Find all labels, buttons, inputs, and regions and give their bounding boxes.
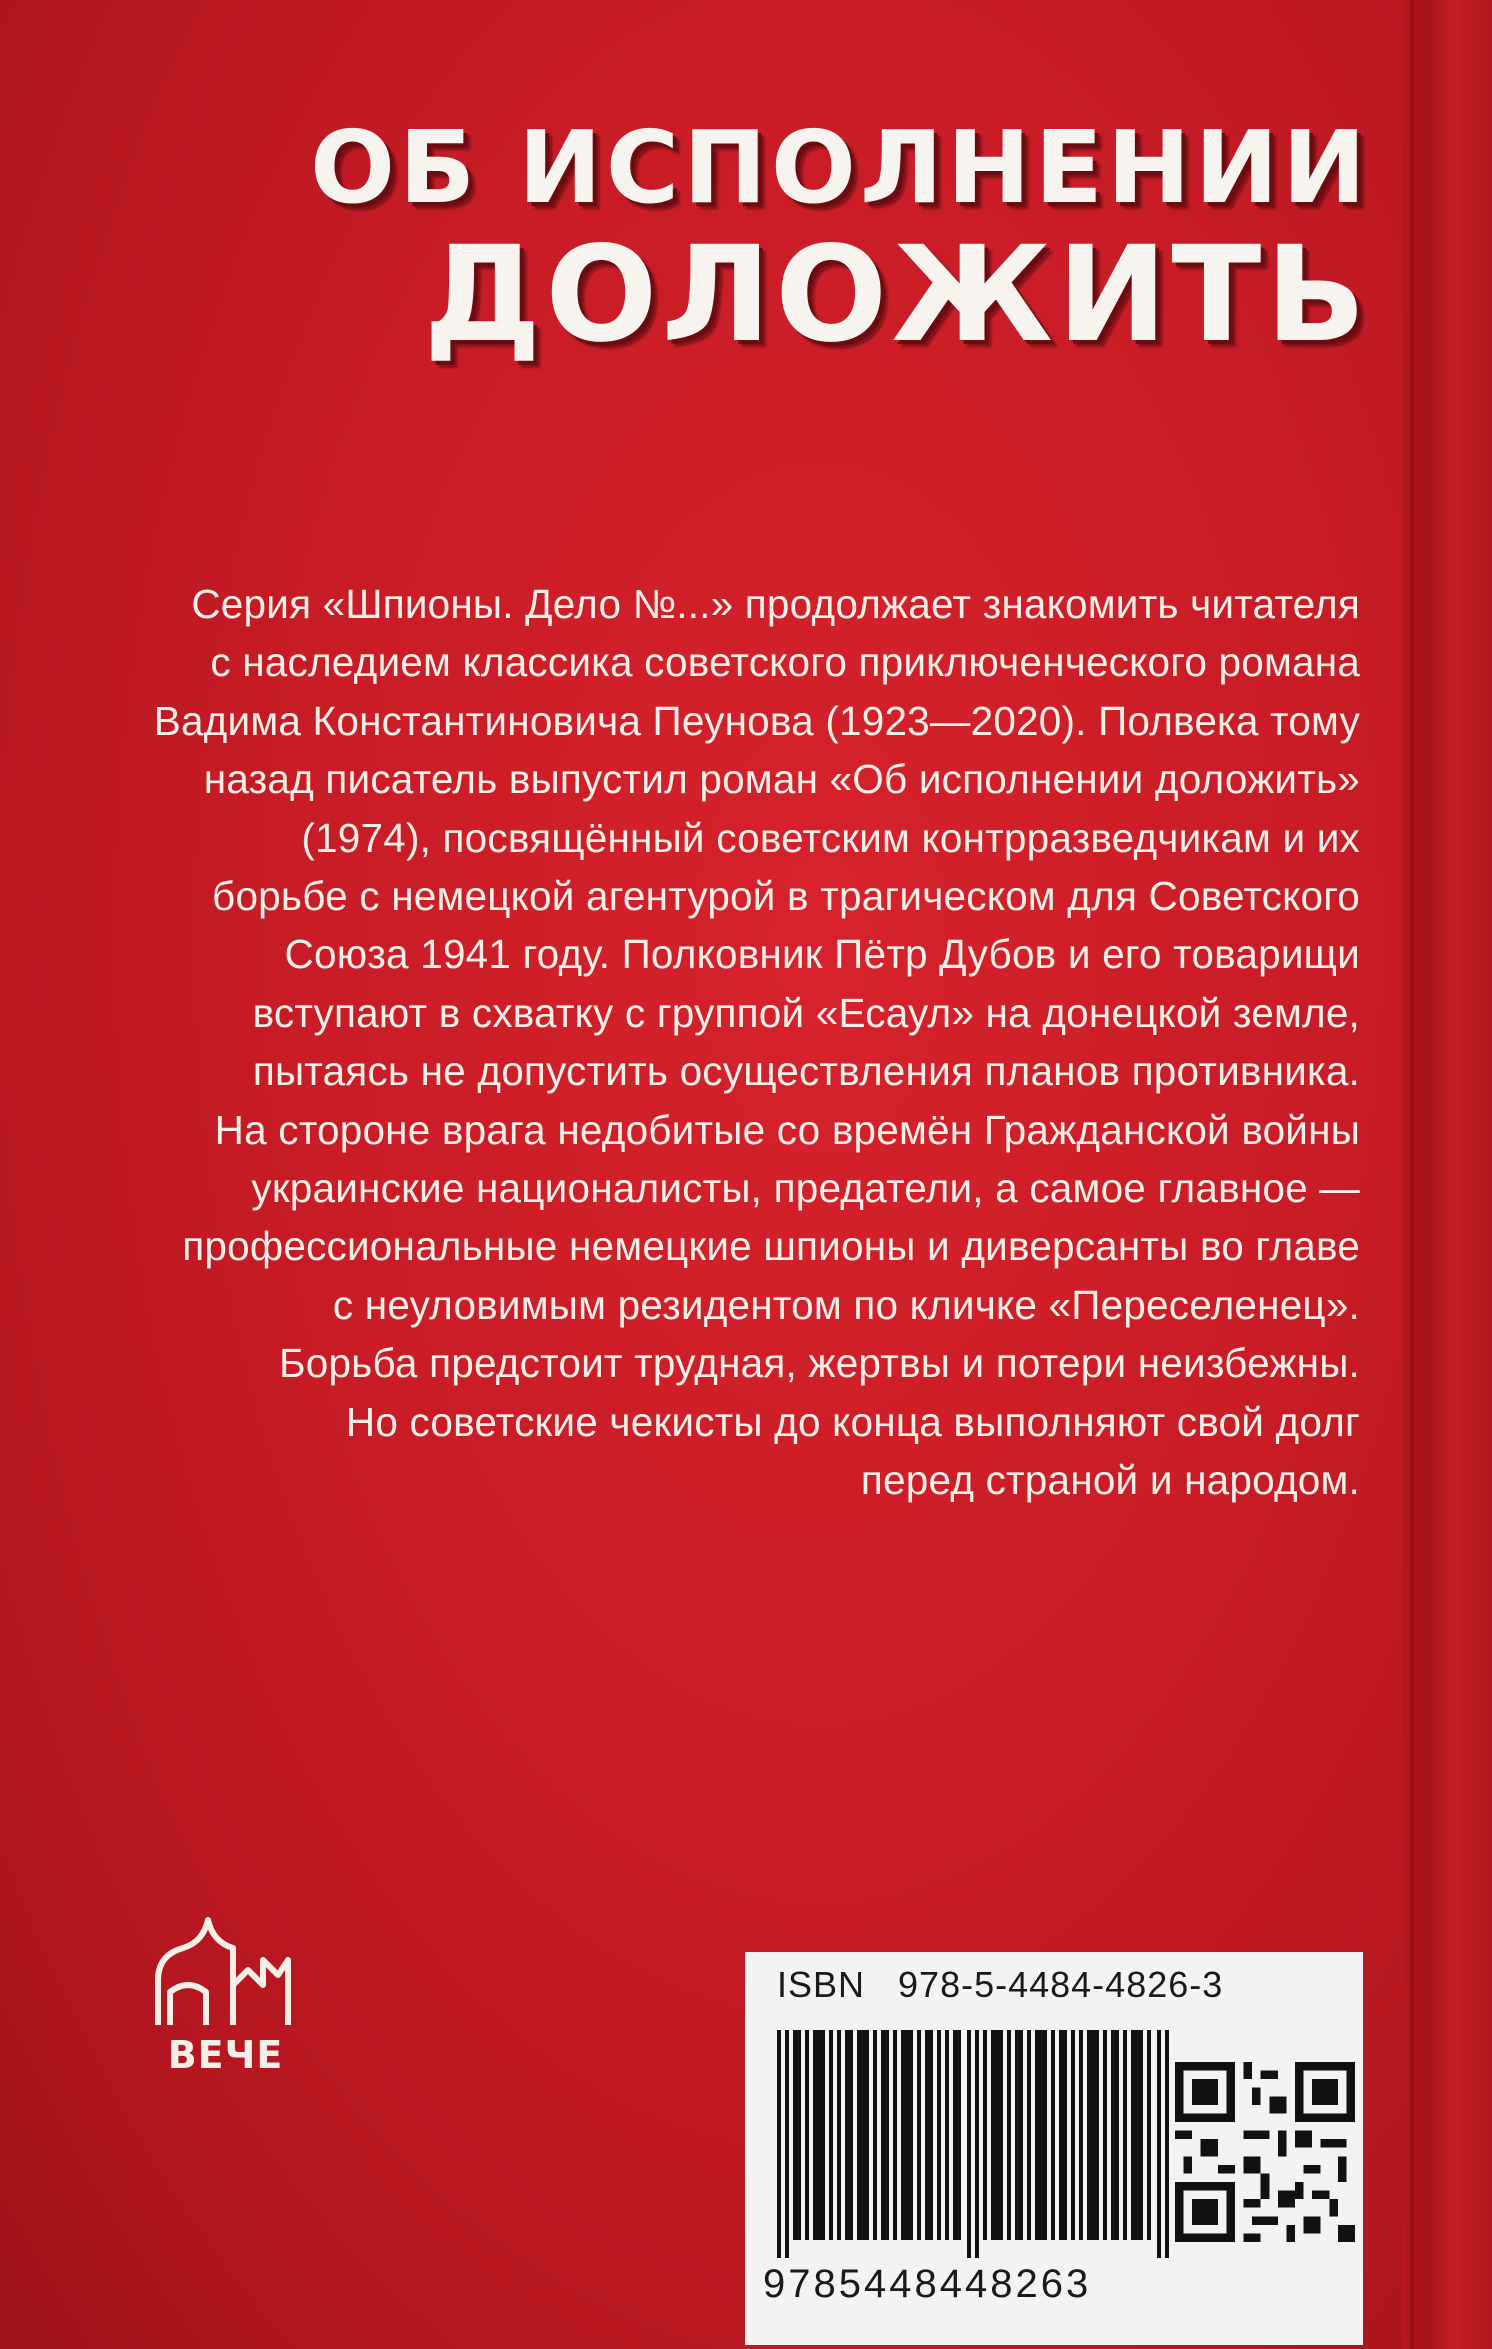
barcode-icon [777, 2030, 1177, 2258]
annotation-line: вступают в схватку с группой «Есаул» на донецкой земле, [252, 989, 1360, 1036]
spine-edge [1402, 0, 1492, 2349]
annotation-line: Союза 1941 году. Полковник Пётр Дубов и его товарищи [284, 931, 1360, 978]
annotation-line: Серия «Шпионы. Дело №...» продолжает знакомить читателя [191, 581, 1360, 627]
kremlin-tower-icon [148, 1900, 293, 2050]
annotation-line: профессиональные немецкие шпионы и диверсанты во главе [182, 1223, 1360, 1270]
annotation-line: На стороне врага недобитые со времён Гражданской войны [214, 1106, 1360, 1153]
qr-code-icon [1175, 2062, 1355, 2242]
annotation-line: борьбе с немецкой агентурой в трагическом для Советского [212, 873, 1360, 920]
spine-fold-line [1410, 0, 1414, 2349]
book-annotation [150, 575, 1360, 1510]
annotation-line: (1974), посвящённый советским контрразведчикам и их [301, 814, 1360, 861]
publisher-name: ВЕЧЕ [167, 2033, 284, 2077]
annotation-line: Но советские чекисты до конца выполняют свой долг [345, 1398, 1360, 1445]
isbn-sticker [745, 1952, 1363, 2345]
annotation-line: пытаясь не допустить осуществления планов противника. [252, 1048, 1360, 1095]
annotation-line: Вадима Константиновича Пеунова (1923—2020). Полвека тому [153, 697, 1360, 744]
publisher-logo [148, 1900, 293, 2100]
annotation-line: Борьба предстоит трудная, жертвы и потери неизбежны. [278, 1340, 1360, 1387]
annotation-line: с неуловимым резидентом по кличке «Переселенец». [332, 1281, 1360, 1328]
annotation-line: украинские националисты, предатели, а самое главное — [251, 1165, 1360, 1212]
title-line-1: ОБ ИСПОЛНЕНИИ [310, 109, 1370, 226]
isbn-number: ISBN 978-5-4484-4826-3 [777, 1964, 1224, 2005]
book-title [0, 109, 1400, 372]
annotation-line: перед страной и народом. [860, 1457, 1360, 1504]
title-line-2: ДОЛОЖИТЬ [423, 218, 1370, 372]
annotation-line: с наследием классика советского приключенческого романа [210, 639, 1360, 686]
barcode-digits: 9785448448263 [763, 2262, 1092, 2306]
annotation-line: назад писатель выпустил роман «Об исполнении доложить» [203, 756, 1360, 803]
